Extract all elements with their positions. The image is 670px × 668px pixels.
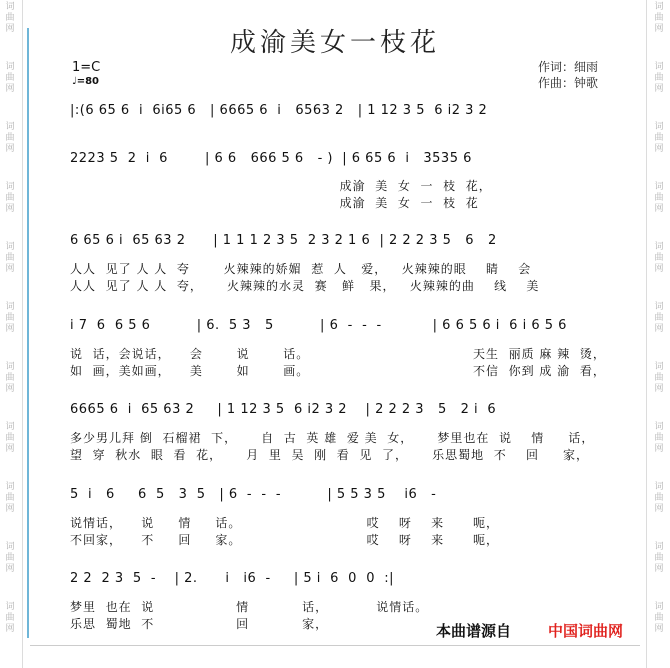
- notation-row: 2 2 2 3 5 - | 2. i i6 - | 5 i 6 0 0 :|: [70, 571, 395, 586]
- footer-source-label: 本曲谱源自: [436, 622, 512, 640]
- lyric-verse-2: 乐思 蜀地 不 回 家，: [70, 617, 329, 631]
- watermark-right: 词 曲 网: [654, 422, 664, 454]
- watermark-right: 词 曲 网: [654, 182, 664, 214]
- notation-row: 6665 6 i 65 63 2 | 1 12 3 5 6 i2 3 2 | 2 2 2 3 5 2 i 6: [70, 402, 497, 417]
- tempo-marking: ♩=80: [72, 76, 100, 87]
- watermark-right: 词 曲 网: [654, 602, 664, 634]
- watermark-left: 词 曲 网: [5, 362, 15, 394]
- watermark-right: 词 曲 网: [654, 62, 664, 94]
- score-line-6: [0, 487, 670, 507]
- notation-row: 2223 5 2 i 6 | 6 6 666 5 6 - ) | 6 65 6 i 3535 6: [70, 151, 472, 166]
- watermark-right: 词 曲 网: [654, 362, 664, 394]
- watermark-right: 词 曲 网: [654, 482, 664, 514]
- watermark-left: 词 曲 网: [5, 542, 15, 574]
- watermark-right: 词 曲 网: [654, 242, 664, 274]
- lyric-verse-1: 说 话，会说话， 会 说 话。 天生 丽质 麻 辣 烫，: [70, 347, 606, 361]
- score-line-2: [0, 151, 670, 171]
- lyric-verse-2: 望 穿 秋水 眼 看 花， 月 里 吴 刚 看 见 了， 乐思蜀地 不 回 家，: [70, 448, 590, 462]
- watermark-right: 词 曲 网: [654, 122, 664, 154]
- lyric-verse-1: 梦里 也在 说 情 话， 说情话。: [70, 600, 429, 614]
- score-line-1: [0, 103, 670, 123]
- lyric-verse-1: 说情话， 说 情 话。 哎 呀 来 呃，: [70, 516, 499, 530]
- watermark-left: 词 曲 网: [5, 122, 15, 154]
- watermark-left: 词 曲 网: [5, 602, 15, 634]
- footer-site-name[interactable]: 中国词曲网: [548, 622, 624, 640]
- watermark-left: 词 曲 网: [5, 182, 15, 214]
- watermark-right: 词 曲 网: [654, 302, 664, 334]
- watermark-left: 词 曲 网: [5, 482, 15, 514]
- notation-row: 6 65 6 i 65 63 2 | 1 1 1 2 3 5 2 3 2 1 6 | 2 2 2 3 5 6 2: [70, 233, 497, 248]
- lyric-verse-2: 不回家， 不 回 家。 哎 呀 来 呃，: [70, 533, 499, 547]
- watermark-right: 词 曲 网: [654, 542, 664, 574]
- song-title: 成渝美女一枝花: [229, 28, 440, 58]
- score-line-4: [0, 318, 670, 338]
- lyric-verse-2: 人人 见了 人 人 夸， 火辣辣的水灵 赛 鲜 果， 火辣辣的曲 线 美: [70, 279, 540, 293]
- lyric-verse-1: 成渝 美 女 一 枝 花，: [70, 179, 492, 193]
- notation-row: i 7 6 6 5 6 | 6. 5 3 5 | 6 - - - | 6 6 5 6 i 6 i 6 5 6: [70, 318, 567, 333]
- notation-row: |:(6 65 6 i 6i65 6 | 6665 6 i 6563 2 | 1 12 3 5 6 i2 3 2: [70, 103, 488, 118]
- watermark-left: 词 曲 网: [5, 422, 15, 454]
- watermark-left: 词 曲 网: [5, 62, 15, 94]
- lyric-verse-1: 多少男儿拜 倒 石榴裙 下， 自 古 英 雄 爱 美 女， 梦里也在 说 情 话，: [70, 431, 595, 445]
- composer-credit: 作曲：钟歌: [538, 76, 599, 90]
- score-line-5: [0, 402, 670, 422]
- watermark-left: 词 曲 网: [5, 2, 15, 34]
- lyric-verse-1: 人人 见了 人 人 夸 火辣辣的娇媚 惹 人 爱， 火辣辣的眼 睛 会: [70, 262, 532, 276]
- watermark-left: 词 曲 网: [5, 242, 15, 274]
- lyric-verse-2: 如 画，美如画， 美 如 画。 不信 你到 成 渝 看，: [70, 364, 606, 378]
- score-line-3: [0, 233, 670, 253]
- bottom-rule: [30, 645, 640, 646]
- notation-row: 5 i 6 6 5 3 5 | 6 - - - | 5 5 3 5 i6 -: [70, 487, 437, 502]
- watermark-left: 词 曲 网: [5, 302, 15, 334]
- key-signature: 1=C: [72, 60, 101, 75]
- lyric-verse-2: 成渝 美 女 一 枝 花: [70, 196, 479, 210]
- score-line-7: [0, 571, 670, 591]
- lyricist-credit: 作词：细雨: [538, 60, 599, 74]
- watermark-right: 词 曲 网: [654, 2, 664, 34]
